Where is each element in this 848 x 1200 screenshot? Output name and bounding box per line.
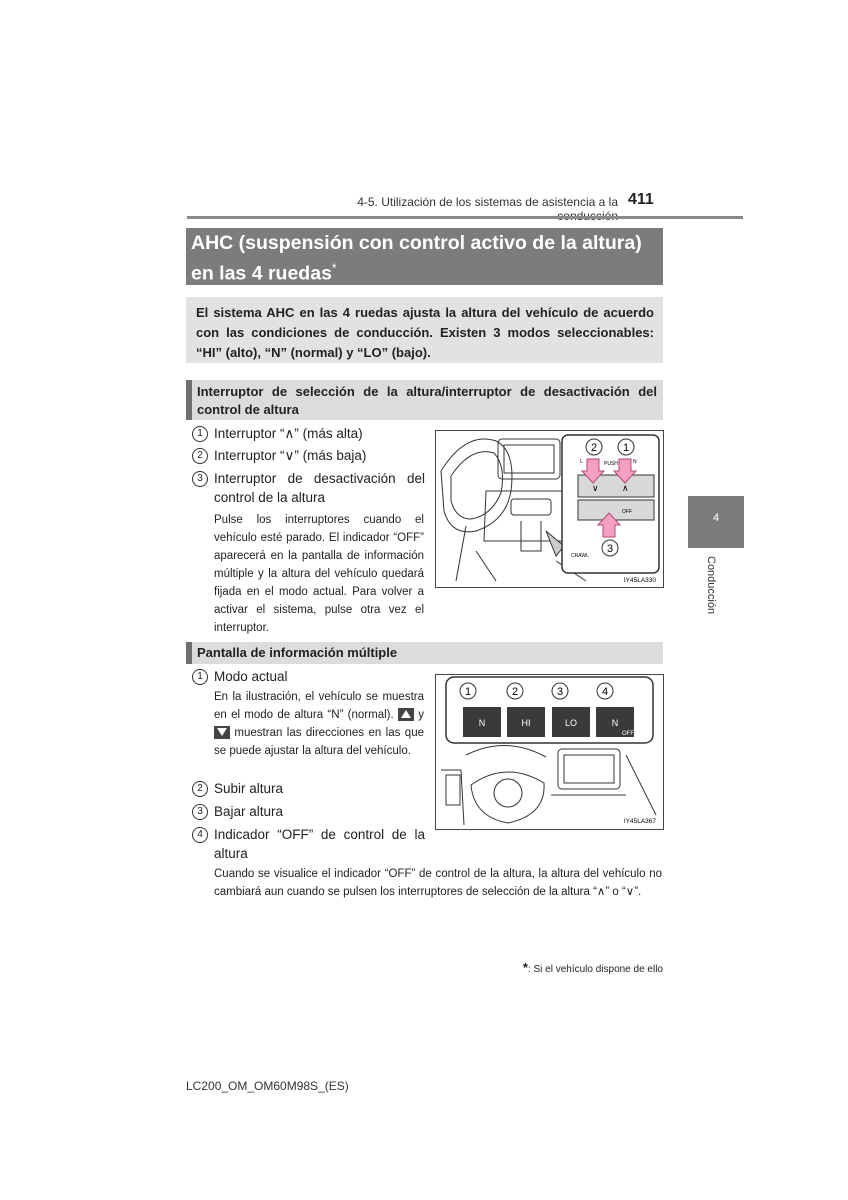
fig1-n-label: N <box>633 459 637 465</box>
s2-item-number-4: 4 <box>192 827 208 843</box>
fig1-code: IY45LA330 <box>623 577 656 584</box>
section2-note-c: muestran las direcciones en las que se puede ajustar la altura del vehículo. <box>214 727 424 757</box>
header-rule <box>187 216 743 219</box>
chapter-title <box>191 231 661 287</box>
document-code: LC200_OM_OM60M98S_(ES) <box>186 1079 349 1093</box>
item-text-1: Interruptor “∧” (más alta) <box>214 426 363 441</box>
item-text-2: Interruptor “∨” (más baja) <box>214 448 367 463</box>
chapter-title-box <box>186 228 663 285</box>
fig2-code: IY45LA367 <box>623 818 656 825</box>
fig1-off-label: OFF <box>622 509 632 515</box>
fig2-mode-1: N <box>478 718 486 728</box>
fig1-label-1: 1 <box>622 442 630 454</box>
fig1-down-mark: ∨ <box>592 483 599 493</box>
dashboard-switch-drawing <box>436 431 663 587</box>
section2-heading-box <box>186 642 663 664</box>
s2-item-number-3: 3 <box>192 804 208 820</box>
fig1-up-mark: ∧ <box>622 483 629 493</box>
fig2-label-3: 3 <box>556 686 564 698</box>
down-arrow-icon <box>214 726 230 739</box>
s2-item-number-2: 2 <box>192 781 208 797</box>
section2-final-note: Cuando se visualice el indicador “OFF” de control de la altura, la altura del vehículo no cambiará aun cuando se pulsen los interruptores de selección de la altura “∧” o “∨”. <box>214 868 662 898</box>
item-number-1: 1 <box>192 426 208 442</box>
s2-item-text-2: Subir altura <box>214 781 284 796</box>
fig1-label-3: 3 <box>606 543 614 555</box>
section2-heading: Pantalla de información múltiple <box>197 645 398 660</box>
s2-item-text-4: Indicador “OFF” de control de la altura <box>214 827 425 861</box>
fig2-mode-2: HI <box>521 718 531 728</box>
item-number-2: 2 <box>192 448 208 464</box>
fig1-l-label: L <box>580 459 583 465</box>
s2-item-number-1: 1 <box>192 669 208 685</box>
fig2-mode-3: LO <box>564 718 578 728</box>
fig1-label-2: 2 <box>590 442 598 454</box>
fig2-label-2: 2 <box>511 686 519 698</box>
item-text-3: Interruptor de desactivación del control de la altura <box>214 471 425 505</box>
fig1-push-label: PUSH <box>604 461 618 467</box>
switch-illustration <box>435 430 664 588</box>
footnote-asterisk: * <box>522 960 528 975</box>
multi-info-display-drawing <box>436 675 663 829</box>
fig1-crawl-label: CRAWL <box>571 553 589 559</box>
section1-heading: Interruptor de selección de la altura/interruptor de desactivación del control de altura <box>197 384 657 417</box>
footnote <box>460 960 663 975</box>
chapter-tab-label: Conducción <box>705 556 717 615</box>
title-asterisk: * <box>331 261 337 275</box>
fig2-off-label: OFF <box>622 731 634 737</box>
section-title: 4-5. Utilización de los sistemas de asistencia a la <box>357 195 618 209</box>
chapter-tab-number: 4 <box>712 512 720 524</box>
section1-heading-box <box>186 380 663 420</box>
fig2-mode-4: N <box>611 718 619 728</box>
s2-item-text-1: Modo actual <box>214 669 288 684</box>
section2-note-a: En la ilustración, el vehículo se muestra en el modo de altura “N” (normal). <box>214 691 424 721</box>
item-number-3: 3 <box>192 471 208 487</box>
fig2-label-4: 4 <box>601 686 609 698</box>
up-arrow-icon <box>398 708 414 721</box>
chapter-tab <box>688 496 744 548</box>
fig2-label-1: 1 <box>464 686 472 698</box>
intro-text: El sistema AHC en las 4 ruedas ajusta la altura del vehículo de acuerdo con las condiciones de conducción. Existen 3 modos seleccionables: “HI” (alto), “N” (normal) y “LO” (bajo). <box>196 305 654 360</box>
intro-box <box>186 297 663 363</box>
section2-note <box>214 688 424 760</box>
chapter-title-text: AHC (suspensión con control activo de la altura) en las 4 ruedas <box>191 232 642 285</box>
footnote-text: : Si el vehículo dispone de ello <box>527 964 663 975</box>
display-illustration <box>435 674 664 830</box>
section1-note: Pulse los interruptores cuando el vehículo esté parado. El indicador “OFF” aparecerá en la pantalla de información múltiple y la altura del vehículo quedará fijada en el modo actual. Para volver a activar el sistema, pulse otra vez el interruptor. <box>214 514 424 634</box>
page-number: 411 <box>628 191 654 208</box>
section2-note-b: y <box>418 709 424 721</box>
s2-item-text-3: Bajar altura <box>214 804 284 819</box>
